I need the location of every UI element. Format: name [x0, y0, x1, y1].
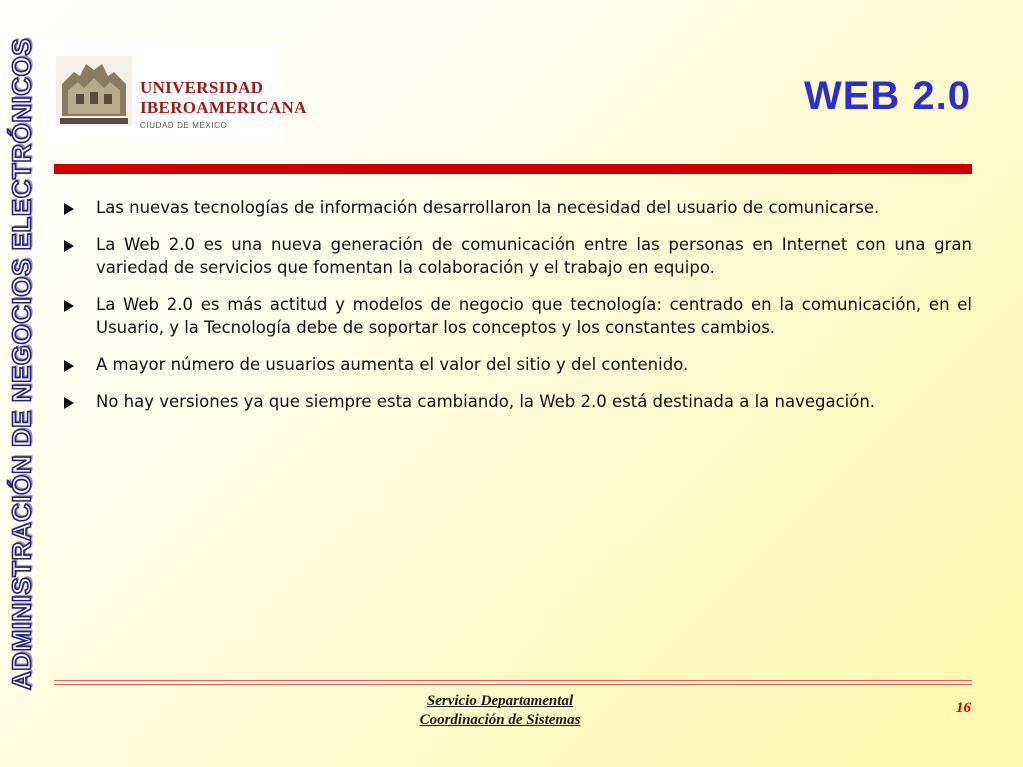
bullet-item [64, 196, 972, 219]
bullet-item [64, 233, 972, 279]
arrow-bullet-icon [64, 397, 74, 409]
footer [0, 692, 1000, 730]
arrow-bullet-icon [64, 360, 74, 372]
bullet-text: A mayor número de usuarios aumenta el valor del sitio y del contenido. [96, 355, 689, 374]
university-seal-icon [54, 54, 134, 132]
footer-divider-top [54, 680, 972, 681]
logo-text-city: CIUDAD DE MÉXICO [140, 121, 228, 130]
arrow-bullet-icon [64, 203, 74, 215]
bullet-text: La Web 2.0 es más actitud y modelos de negocio que tecnología: centrado en la comunicación, en el Usuario, y la Tecnología debe de soportar los conceptos y los constantes cambios. [96, 295, 972, 337]
bullet-item [64, 353, 972, 376]
footer-department: Servicio Departamental [426, 693, 574, 709]
bullet-text: No hay versiones ya que siempre esta cambiando, la Web 2.0 está destinada a la navegación. [96, 392, 876, 411]
page-number: 16 [956, 700, 971, 716]
bullet-item [64, 293, 972, 339]
slide-title: WEB 2.0 [803, 74, 971, 118]
arrow-bullet-icon [64, 300, 74, 312]
university-logo [44, 44, 307, 142]
bullet-list [64, 196, 972, 427]
course-title: ADMINISTRACIÓN DE NEGOCIOS ELECTRÓNICOS [6, 37, 37, 691]
bullet-text: La Web 2.0 es una nueva generación de comunicación entre las personas en Internet con una gran variedad de servicios que fomentan la colaboración y el trabajo en equipo. [96, 235, 972, 277]
bullet-text: Las nuevas tecnologías de información desarrollaron la necesidad del usuario de comunicarse. [96, 198, 880, 217]
footer-divider-bottom [54, 684, 972, 685]
bullet-item [64, 390, 972, 413]
side-banner [0, 0, 44, 767]
title-divider-bar [54, 164, 972, 174]
logo-text-universidad: UNIVERSIDAD [140, 78, 264, 97]
footer-coordination: Coordinación de Sistemas [419, 712, 581, 728]
arrow-bullet-icon [64, 240, 74, 252]
logo-text-iberoamericana: IBEROAMERICANA [140, 98, 307, 117]
